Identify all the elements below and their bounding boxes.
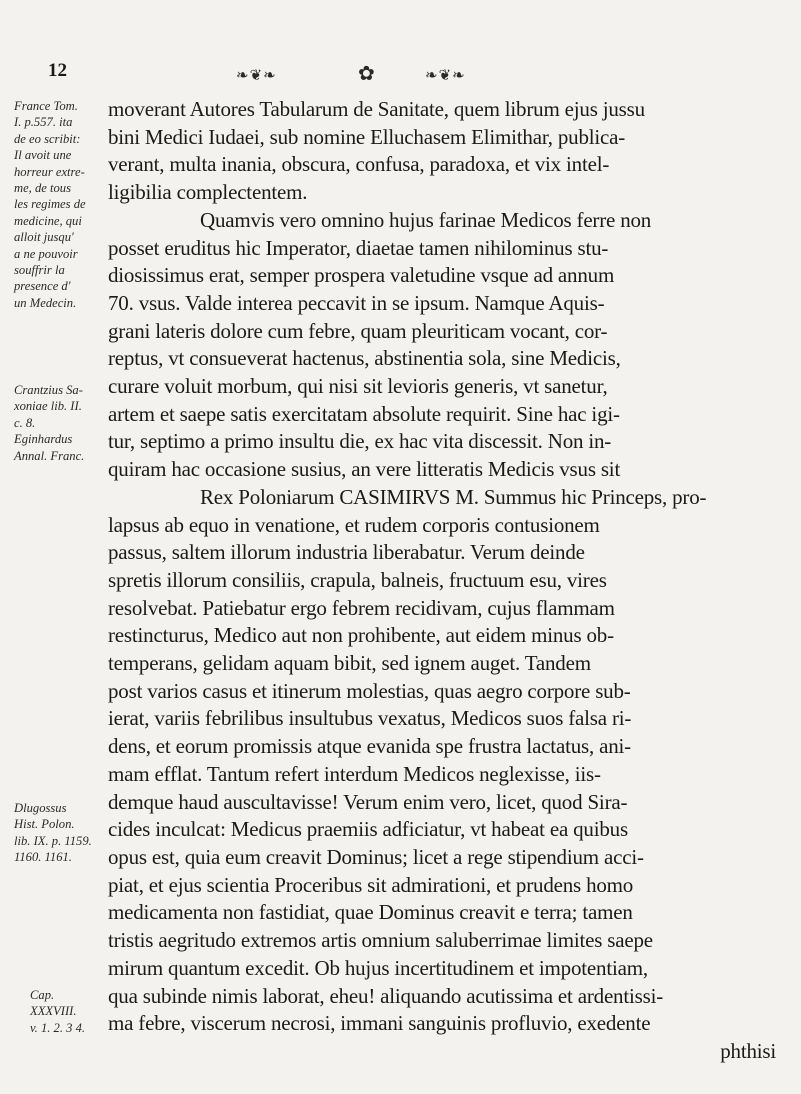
marginal-note-line: un Medecin. — [14, 295, 77, 310]
marginal-note-line: Cap. — [30, 988, 55, 1002]
text-line: diosissimus erat, semper prospera valetudine vsque ad annum — [108, 263, 615, 288]
marginal-note-line: Crantzius Sa- — [14, 383, 83, 397]
text-line: piat, et ejus scientia Proceribus sit admirationi, et prudens homo — [108, 872, 634, 897]
text-line: temperans, gelidam aquam bibit, sed ignem auget. Tandem — [108, 651, 591, 676]
text-line: reptus, vt consueverat hactenus, abstinentia sola, sine Medicis, — [108, 346, 621, 371]
marginal-note-line: lib. IX. p. 1159. — [14, 833, 92, 848]
marginal-note-line: me, de tous — [14, 181, 72, 196]
text-line: tristis aegritudo extremos artis omnium saluberrimae limites saepe — [108, 928, 653, 953]
text-line: posset eruditus hic Imperator, diaetae tamen nihilominus stu- — [108, 235, 609, 260]
text-line: quiram hac occasione susius, an vere litteratis Medicis vsus sit — [108, 457, 621, 482]
text-line: mam efflat. Tantum refert interdum Medicos neglexisse, iis- — [108, 761, 601, 786]
text-line: 70. vsus. Valde interea peccavit in se ipsum. Namque Aquis- — [108, 290, 605, 315]
marginal-note-line: xoniae lib. II. — [14, 399, 82, 414]
page-header — [0, 58, 801, 88]
header-ornament-center: ✿ — [358, 61, 376, 85]
text-line: passus, saltem illorum industria liberabatur. Verum deinde — [108, 540, 585, 565]
text-line: moverant Autores Tabularum de Sanitate, quem librum ejus jussu — [108, 97, 645, 121]
text-line: Rex Poloniarum CASIMIRVS M. Summus hic Princeps, pro- — [200, 484, 707, 509]
header-ornament-left: ❧❦❧ — [236, 66, 277, 84]
text-line: dens, et eorum promissis atque evanida spe frustra lactatus, ani- — [108, 734, 631, 759]
text-line: cides inculcat: Medicus praemiis adficiatur, vt habeat ea quibus — [108, 817, 628, 842]
text-line: post varios casus et itinerum molestias, quas aegro corpore sub- — [108, 678, 631, 703]
text-line: artem et saepe satis exercitatam absolute requirit. Sine hac igi- — [108, 401, 620, 426]
page-number: 12 — [48, 60, 67, 81]
marginal-note-line: Annal. Franc. — [14, 448, 85, 463]
marginal-note-line: Il avoit une — [14, 148, 72, 163]
marginal-note-line: c. 8. — [14, 415, 36, 430]
text-line: demque haud auscultavisse! Verum enim vero, licet, quod Sira- — [108, 789, 628, 814]
text-line: ierat, variis febrilibus insultubus vexatus, Medicos suos falsa ri- — [108, 706, 632, 731]
marginal-note-crantzius — [14, 382, 106, 464]
marginal-note-line: horreur extre- — [14, 164, 85, 179]
text-line: curare voluit morbum, qui nisi sit levioris generis, vt sanetur, — [108, 374, 608, 399]
marginal-note-line: presence d' — [14, 279, 71, 294]
marginal-note-line: de eo scribit: — [14, 131, 81, 146]
text-line: verant, multa inania, obscura, confusa, paradoxa, et vix intel- — [108, 152, 610, 177]
text-line: tur, septimo a primo insultu die, ex hac vita discessit. Non in- — [108, 429, 612, 454]
marginal-note-france — [14, 98, 106, 311]
text-line: resolvebat. Patiebatur ergo febrem recidivam, cujus flammam — [108, 595, 615, 620]
marginal-note-line: XXXVIII. — [30, 1004, 77, 1019]
marginal-note-line: Hist. Polon. — [14, 817, 75, 832]
text-line: mirum quantum excedit. Ob hujus incertitudinem et impotentiam, — [108, 955, 648, 980]
catchword: phthisi — [720, 1038, 776, 1063]
text-line: ligibilia complectentem. — [108, 180, 308, 205]
marginal-note-line: Dlugossus — [14, 801, 67, 815]
marginal-note-line: France Tom. — [14, 99, 78, 113]
text-line: medicamenta non fastidiat, quae Dominus creavit e terra; tamen — [108, 900, 633, 925]
text-line: lapsus ab equo in venatione, et rudem corporis contusionem — [108, 512, 600, 537]
body-text — [108, 96, 786, 1066]
marginal-note-line: alloit jusqu' — [14, 230, 74, 245]
marginal-note-line: Eginhardus — [14, 432, 73, 447]
marginal-note-line: v. 1. 2. 3 4. — [30, 1020, 86, 1035]
marginal-note-line: medicine, qui — [14, 213, 82, 228]
text-line: opus est, quia eum creavit Dominus; licet a rege stipendium acci- — [108, 844, 644, 869]
text-line: ma febre, viscerum necrosi, immani sanguinis profluvio, exedente — [108, 1011, 651, 1036]
marginal-note-line: I. p.557. ita — [14, 115, 73, 130]
marginal-note-line: 1160. 1161. — [14, 850, 72, 865]
text-line: Quamvis vero omnino hujus farinae Medicos ferre non — [200, 207, 652, 232]
text-line: spretis illorum consiliis, crapula, balneis, fructuum esu, vires — [108, 567, 607, 592]
marginal-note-line: a ne pouvoir — [14, 246, 78, 261]
header-ornament-right: ❧❦❧ — [425, 66, 466, 84]
marginal-note-chapter — [30, 987, 110, 1036]
text-line: bini Medici Iudaei, sub nomine Elluchasem Elimithar, publica- — [108, 124, 626, 149]
marginal-note-line: les regimes de — [14, 197, 86, 212]
text-line: grani lateris dolore cum febre, quam pleuriticam vocant, cor- — [108, 318, 608, 343]
marginal-note-line: souffrir la — [14, 263, 65, 278]
marginal-note-dlugossus — [14, 800, 106, 866]
text-line: qua subinde nimis laborat, eheu! aliquando acutissima et ardentissi- — [108, 983, 663, 1008]
text-line: restincturus, Medico aut non prohibente, aut eidem minus ob- — [108, 623, 614, 648]
